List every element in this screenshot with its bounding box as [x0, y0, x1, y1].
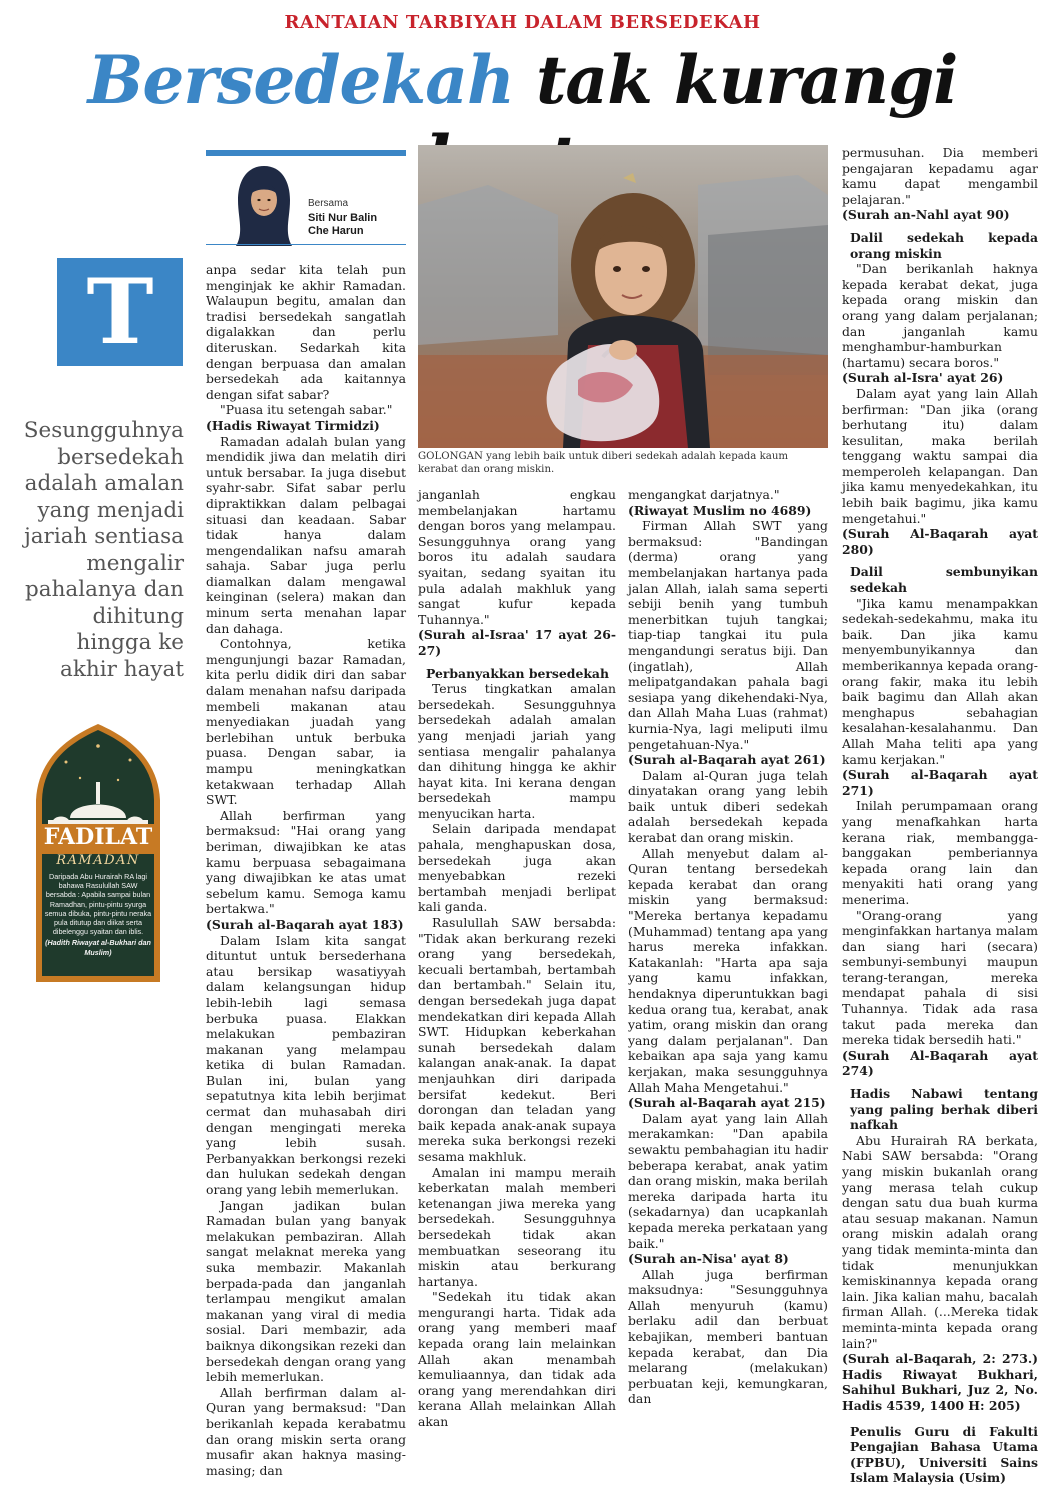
headline-part-1: Bersedekah: [87, 41, 514, 119]
citation: (Surah al-Baqarah ayat 271): [842, 767, 1038, 798]
paragraph: anpa sedar kita telah pun menginjak ke akhir Ramadan. Walaupun begitu, amalan dan tradisi bersedekah sangatlah digalakkan dan perlu diteruskan. Sedarkah kita dengan berpuasa dan amalan bersedekah ada kaitannya dengan sifat sabar?: [206, 262, 406, 402]
paragraph: "Jika kamu menampakkan sedekah-sedekahmu, maka itu baik. Dan jika kamu menyembunyikannya dan memberikannya kepada orang-orang fakir, maka itu lebih baik bagimu dan Allah akan menghapus sebahagian kesalahan-kesalahanmu. Dan Allah Maha teliti apa yang kamu kerjakan.": [842, 595, 1038, 767]
pull-quote: Sesungguhnya bersedekah adalah amalan yang menjadi jariah sentiasa mengalir pahalanya dan dihitung hingga ke akhir hayat: [23, 418, 184, 682]
paragraph: "Orang-orang yang menginfakkan hartanya malam dan siang hari (secara) sembunyi-sembunyi maupun terang-terangan, mereka mendapat pahala di sisi Tuhannya. Tidak ada rasa takut pada mereka dan mereka tidak bersedih hati.": [842, 907, 1038, 1048]
article-kicker: RANTAIAN TARBIYAH DALAM BERSEDEKAH: [284, 12, 761, 33]
author-note: Penulis Guru di Fakulti Pengajian Bahasa Utama (FPBU), Universiti Sains Islam Malaysia (Usim): [850, 1423, 1038, 1486]
author-name-line-1: Siti Nur Balin: [308, 212, 378, 224]
paragraph: Dalam al-Quran juga telah dinyatakan orang yang lebih baik untuk diberi sedekah adalah bersedekah kepada kerabat dan orang miskin.: [628, 767, 828, 846]
drop-cap: T: [57, 258, 183, 366]
subheading: Hadis Nabawi tentang yang paling berhak diberi nafkah: [850, 1086, 1038, 1133]
paragraph: Allah menyebut dalam al-Quran tentang bersedekah kepada kerabat dan orang miskin yang bermaksud: "Mereka bertanya kepadamu (Muhammad) tentang apa yang harus mereka infakkan. Katakanlah: "Harta apa saja yang kamu infakkan, hendaknya diperuntukkan bagi kedua orang tua, kerabat, anak yatim, orang miskin dan orang yang dalam perjalanan". Dan kebaikan apa saja yang kamu kerjakan, maka sesungguhnya Allah Maha Mengetahui.": [628, 845, 828, 1095]
paragraph: Inilah perumpamaan orang yang menafkahkan harta kerana riak, membangga-banggakan pemberiannya kepada orang lain dan menyakiti hati orang yang menerima.: [842, 798, 1038, 907]
article-column-3: [628, 487, 828, 1407]
paragraph: Dalam ayat yang lain Allah merakamkan: "Dan apabila sewaktu pembahagian itu hadir beberapa kerabat, anak yatim dan orang miskin, maka berilah mereka daripada harta itu (sekadarnya) dan ucapkanlah kepada mereka perkataan yang baik.": [628, 1110, 828, 1251]
citation: (Surah an-Nahl ayat 90): [842, 207, 1010, 223]
paragraph: Dalam ayat yang lain Allah berfirman: "Dan jika (orang berhutang itu) dalam kesulitan, maka berilah tenggang waktu sampai dia memperoleh kelapangan. Dan jika kamu menyedekahkan, itu lebih baik bagimu, jika kamu mengetahui.": [842, 385, 1038, 526]
fadilat-source: (Hadith Riwayat al-Bukhari dan Muslim): [45, 938, 151, 957]
citation: (Riwayat Muslim no 4689): [628, 502, 812, 518]
article-column-2: [418, 487, 616, 1430]
article-photo: [418, 145, 828, 448]
author-name-line-2: Che Harun: [308, 225, 364, 237]
paragraph: Firman Allah SWT yang bermaksud: "Bandingan (derma) orang yang membelanjakan hartanya pada jalan Allah, ialah sama seperti sebiji benih yang tumbuh menerbitkan tujuh tangkai; tiap-tiap tangkai itu pula mengandungi seratus biji. Dan (ingatlah), Allah melipatgandakan pahala bagi sesiapa yang dikehendaki-Nya, dan Allah Maha Luas (rahmat) kurnia-Nya, lagi meliputi ilmu pengetahuan-Nya.": [628, 518, 828, 752]
fadilat-ramadan-box: [30, 720, 166, 985]
citation: (Surah Al-Baqarah ayat 280): [842, 526, 1038, 557]
article-column-4: [842, 145, 1038, 1486]
paragraph: Rasulullah SAW bersabda: "Tidak akan berkurang rezeki orang yang bersedekah, kecuali bertambah, bertambah dan bertambah." Selain itu, dengan bersedekah juga dapat mendekatkan diri kepada Allah SWT. Hidupkan keberkahan sunah bersedekah dalam kalangan anak-anak. Ia dapat menjauhkan diri daripada bersifat kedekut. Beri dorongan dan teladan yang baik kepada anak-anak supaya mereka suka berkongsi rezeki sesama makhluk.: [418, 915, 616, 1164]
citation: (Surah al-Baqarah ayat 215): [628, 1095, 826, 1111]
author-name: [308, 212, 408, 238]
citation: (Surah al-Baqarah ayat 183): [206, 916, 404, 932]
paragraph: Jangan jadikan bulan Ramadan bulan yang banyak melakukan pembaziran. Allah sangat melaknat mereka yang suka membazir. Makanlah berpada-pada dan janganlah terlampau mengikut amalan makanan yang viral di media sosial. Dari membazir, ada baiknya dikongsikan rezeki dan bersedekah dengan orang yang lebih memerlukan.: [206, 1197, 406, 1385]
author-avatar: [234, 160, 294, 246]
citation: (Hadis Riwayat Tirmidzi): [206, 417, 380, 433]
citation: (Surah an-Nisa' ayat 8): [628, 1251, 789, 1267]
paragraph: Contohnya, ketika mengunjungi bazar Ramadan, kita perlu didik diri dan sabar dalam menahan nafsu daripada membeli makanan atau menyediakan juadah yang berlebihan untuk berbuka puasa. Dengan sabar, ia mampu meningkatkan ketakwaan terhadap Allah SWT.: [206, 636, 406, 808]
fadilat-text: Daripada Abu Hurairah RA lagi bahawa Rasulullah SAW bersabda : Apabila sampai bulan Ramadhan, pintu-pintu syurga semua dibuka, pintu-pintu neraka pula ditutup dan diikat serta dibelenggu syaitan dan iblis.: [44, 872, 152, 937]
paragraph: mengangkat darjatnya.": [628, 487, 780, 502]
paragraph: "Dan berikanlah haknya kepada kerabat dekat, juga kepada orang miskin dan orang yang dalam perjalanan; dan janganlah kamu menghambur-hamburkan (hartamu) secara boros.": [842, 261, 1038, 370]
quote: "Puasa itu setengah sabar.": [220, 402, 393, 418]
paragraph: permusuhan. Dia memberi pengajaran kepadamu agar kamu dapat mengambil pelajaran.": [842, 145, 1038, 207]
photo-caption: GOLONGAN yang lebih baik untuk diberi sedekah adalah kepada kaum kerabat dan orang miskin.: [418, 451, 789, 475]
paragraph: Dalam Islam kita sangat dituntut untuk bersederhana atau bersikap wasatiyyah dalam kelangsungan hidup lebih-lebih lagi semasa berbuka puasa. Elakkan melakukan pembaziran makanan yang melampau ketika di bulan Ramadan. Bulan ini, bulan yang sepatutnya kita lebih berjimat cermat dan muhasabah diri dengan mengingati mereka yang lebih susah. Perbanyakkan berkongsi rezeki dan hulukan sedekah dengan orang yang lebih memerlukan.: [206, 932, 406, 1198]
citation: (Surah al-Isra' ayat 26): [842, 370, 1004, 386]
author-byline: [206, 150, 406, 245]
paragraph: Ramadan adalah bulan yang mendidik jiwa dan melatih diri untuk bersabar. Ia juga disebut syahr-sabr. Sifat sabar perlu dipraktikkan dalam pelbagai situasi dan keadaan. Sabar tidak hanya dalam mengendalikan nafsu amarah sahaja. Sabar juga perlu diamalkan dalam mengawal keinginan (selera) makan dan minum serta menahan lapar dan dahaga.: [206, 433, 406, 636]
paragraph: Selain daripada mendapat pahala, menghapuskan dosa, bersedekah juga akan menyebabkan rezeki bertambah menjadi berlipat kali ganda.: [418, 821, 616, 915]
byline-rule: [206, 244, 406, 245]
citation: (Surah al-Baqarah ayat 261): [628, 752, 826, 768]
fadilat-subtitle: RAMADAN: [56, 853, 140, 868]
citation: (Surah Al-Baqarah ayat 274): [842, 1047, 1038, 1079]
subheading: Perbanyakkan bersedekah: [426, 665, 609, 681]
headline-part-2: tak kurangi: [535, 41, 958, 119]
paragraph: Allah berfirman dalam al-Quran yang bermaksud: "Dan berikanlah kepada kerabatmu dan orang miskin serta orang musafir akan haknya masing-masing; dan: [206, 1384, 406, 1478]
subheading: Dalil sedekah kepada orang miskin: [850, 229, 1038, 261]
citation: (Surah al-Baqarah, 2: 273.) Hadis Riwayat Bukhari, Sahihul Bukhari, Juz 2, No. Hadis 4539, 1400 H: 205): [842, 1351, 1038, 1413]
fadilat-title: FADILAT: [43, 824, 153, 850]
fadilat-ramadan-graphic: [30, 720, 166, 985]
paragraph: Amalan ini mampu meraih keberkatan malah memberi ketenangan jiwa mereka yang bersedekah. Sesungguhnya bersedekah tidak akan membuatkan seseorang itu miskin atau berkurang hartanya.: [418, 1164, 616, 1289]
paragraph: Abu Hurairah RA berkata, Nabi SAW bersabda: "Orang yang miskin bukanlah orang yang merasa telah cukup dengan satu dua buah kurma atau sesuap makanan. Namun orang miskin adalah orang yang tidak meminta-minta dan tidak menunjukkan kemiskinannya kepada orang lain. Jika kalian mahu, bacalah firman Allah. (...Mereka tidak meminta-minta kepada orang lain?": [842, 1132, 1038, 1351]
author-intro: Bersama: [308, 198, 349, 209]
citation: (Surah al-Israa' 17 ayat 26-27): [418, 627, 616, 658]
article-column-1: [206, 262, 406, 1478]
paragraph: Allah juga berfirman maksudnya: "Sesungguhnya Allah menyuruh (kamu) berlaku adil dan berbuat kebajikan, memberi bantuan kepada kerabat, dan Dia melarang (melakukan) perbuatan keji, kemungkaran, dan: [628, 1266, 828, 1407]
subheading: Dalil sembunyikan sedekah: [850, 564, 1038, 596]
paragraph: Terus tingkatkan amalan bersedekah. Sesungguhnya bersedekah adalah amalan yang menjadi jariah yang sentiasa mengalir pahalanya dan dihitung hingga ke akhir hayat kita. Ini kerana dengan bersedekah mampu menyucikan harta.: [418, 681, 616, 821]
paragraph: janganlah engkau membelanjakan hartamu dengan boros yang melampau. Sesungguhnya orang yang boros itu adalah saudara syaitan, sedang syaitan itu pula adalah makhluk yang sangat kufur kepada Tuhannya.": [418, 487, 616, 627]
paragraph: "Sedekah itu tidak akan mengurangi harta. Tidak ada orang yang memberi maaf kepada orang lain melainkan Allah akan menambah kemuliaannya, dan tidak ada orang yang merendahkan diri kerana Allah melainkan Allah akan: [418, 1289, 616, 1430]
paragraph: Allah berfirman yang bermaksud: "Hai orang yang beriman, diwajibkan ke atas kamu berpuasa sebagaimana yang diwajibkan ke atas umat sebelum kamu. Semoga kamu bertakwa.": [206, 807, 406, 917]
